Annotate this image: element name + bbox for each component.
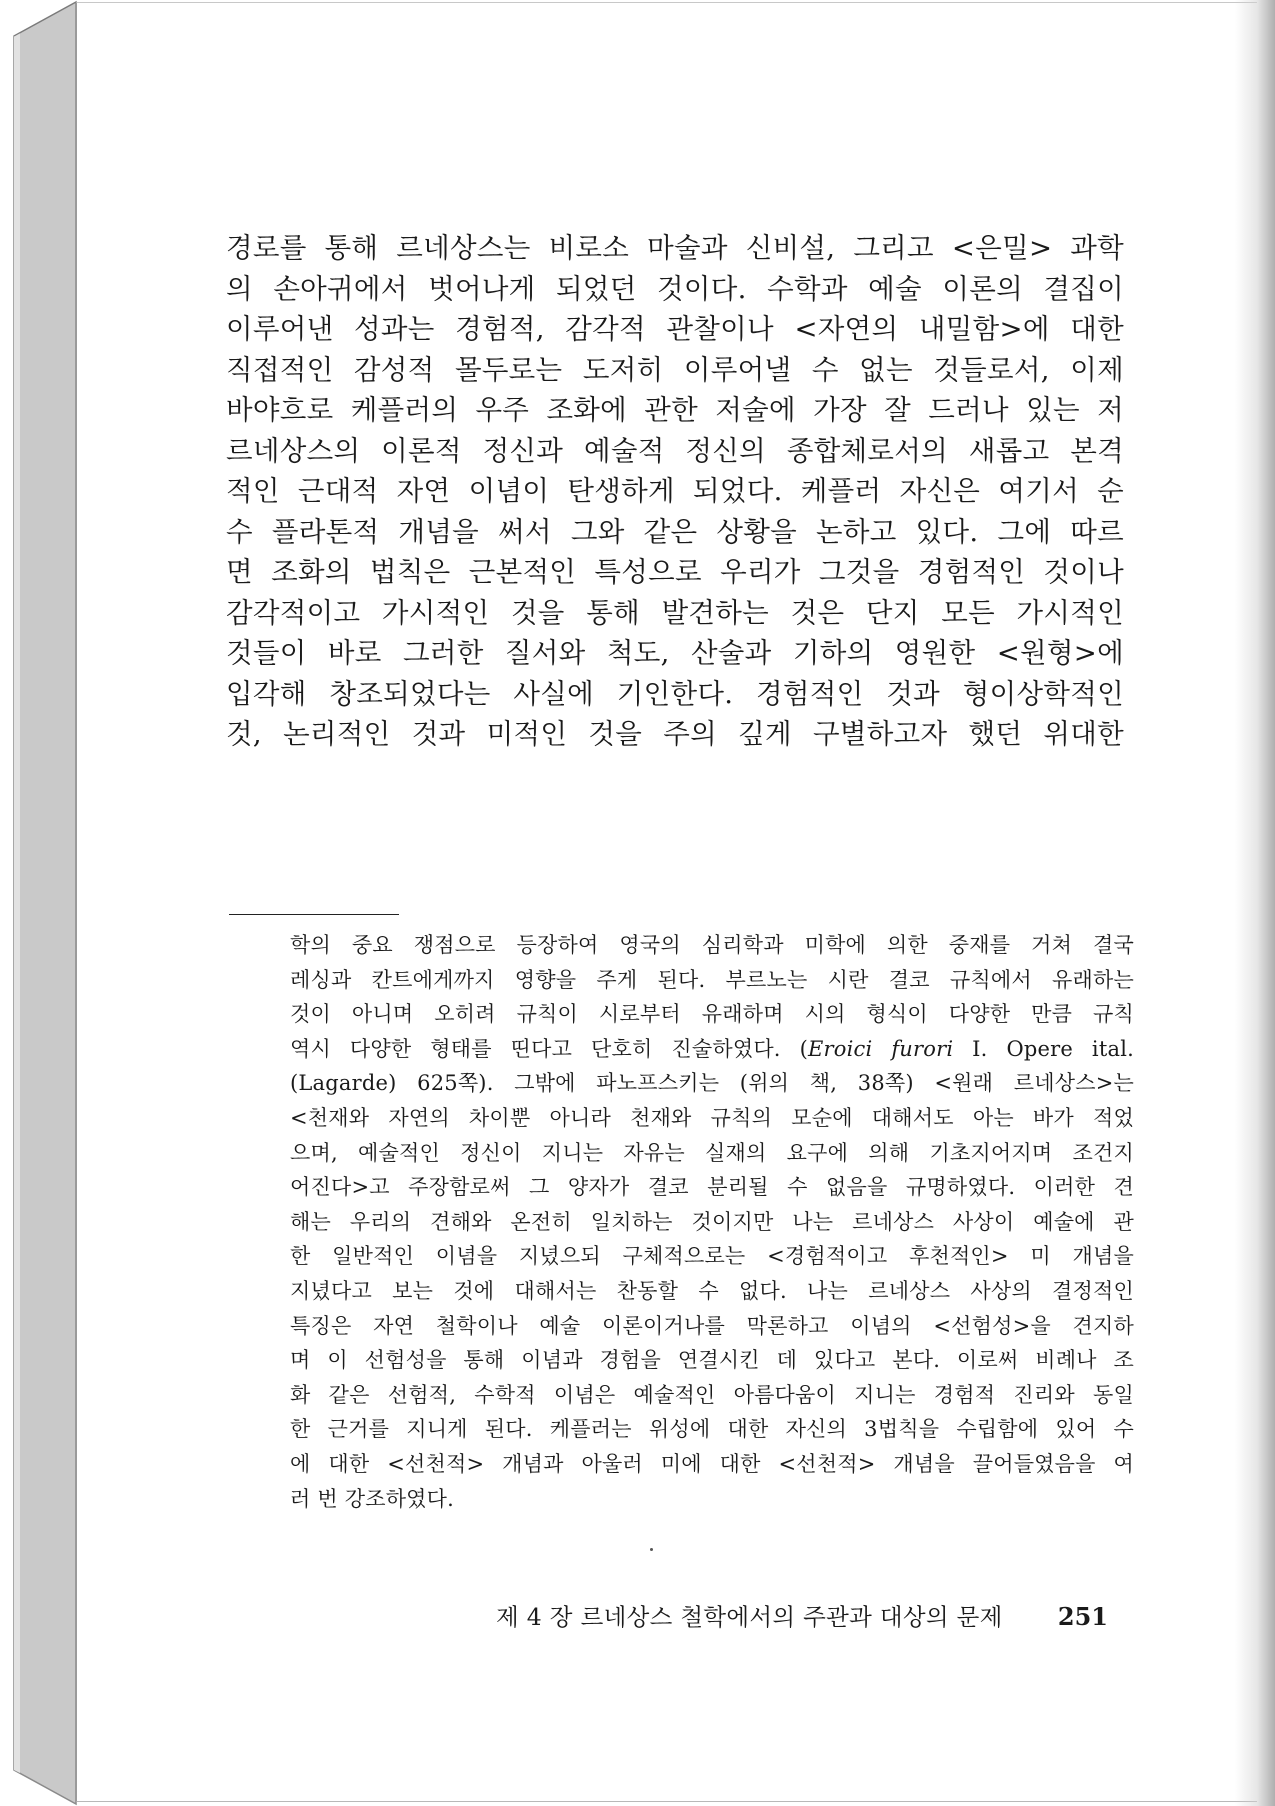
footnote-line: (Lagarde) 625쪽). 그밖에 파노프스키는 (위의 책, 38쪽) <원래 르네상스>는	[290, 1071, 1134, 1096]
footnote-line: 특징은 자연 철학이나 예술 이론이거나를 막론하고 이념의 <선험성>을 견지하	[290, 1313, 1134, 1338]
body-text	[226, 228, 1124, 755]
body-line: 적인 근대적 자연 이념이 탄생하게 되었다. 케플러 자신은 여기서 순	[226, 475, 1124, 507]
footnote-text-segment: I. Opere ital.	[953, 1036, 1134, 1061]
body-line: 것들이 바로 그러한 질서와 척도, 산술과 기하의 영원한 <원형>에	[226, 637, 1124, 669]
body-line: 이루어낸 성과는 경험적, 감각적 관찰이나 <자연의 내밀함>에 대한	[226, 313, 1124, 345]
footnote-line: 러 번 강조하였다.	[290, 1486, 455, 1511]
footnote-line: 화 같은 선험적, 수학적 이념은 예술적인 아름다움이 지니는 경험적 진리와 동일	[290, 1382, 1134, 1407]
footnote-text	[290, 928, 1134, 1516]
footnote-line: 한 근거를 지니게 된다. 케플러는 위성에 대한 자신의 3법칙을 수립함에 있어 수	[290, 1417, 1134, 1442]
footnote-line: 해는 우리의 견해와 온전히 일치하는 것이지만 나는 르네상스 사상이 예술에 관	[290, 1209, 1134, 1234]
footnote-line: 한 일반적인 이념을 지녔으되 구체적으로는 <경험적이고 후천적인> 미 개념을	[290, 1244, 1134, 1269]
scan-speck	[650, 1548, 653, 1551]
footnote-line: 학의 중요 쟁점으로 등장하여 영국의 심리학과 미학에 의한 중재를 거쳐 결국	[290, 933, 1134, 957]
footnote-line: 에 대한 <선천적> 개념과 아울러 미에 대한 <선천적> 개념을 끌어들였음을 여	[290, 1451, 1134, 1476]
footnote-line: 며 이 선험성을 통해 이념과 경험을 연결시킨 데 있다고 본다. 이로써 비례나 조	[290, 1348, 1134, 1373]
body-line: 경로를 통해 르네상스는 비로소 마술과 신비설, 그리고 <은밀> 과학	[226, 232, 1124, 264]
chapter-title: 제 4 장 르네상스 철학에서의 주관과 대상의 문제	[496, 1603, 1003, 1631]
footnote-line: 어진다>고 주장함로써 그 양자가 결코 분리될 수 없음을 규명하였다. 이러한 견	[290, 1175, 1134, 1200]
body-line: 바야흐로 케플러의 우주 조화에 관한 저술에 가장 잘 드러나 있는 저	[226, 394, 1124, 426]
body-line: 것, 논리적인 것과 미적인 것을 주의 깊게 구별하고자 했던 위대한	[226, 718, 1124, 750]
footnote-line: 레싱과 칸트에게까지 영향을 주게 된다. 부르노는 시란 결코 규칙에서 유래하는	[290, 967, 1134, 992]
body-line: 면 조화의 법칙은 근본적인 특성으로 우리가 그것을 경험적인 것이나	[226, 556, 1124, 588]
body-line: 수 플라톤적 개념을 써서 그와 같은 상황을 논하고 있다. 그에 따르	[226, 515, 1124, 548]
body-line: 감각적이고 가시적인 것을 통해 발견하는 것은 단지 모든 가시적인	[226, 596, 1124, 629]
book-side-edge	[0, 0, 80, 1806]
cited-work-title: Eroici furori	[808, 1036, 954, 1061]
footnote-line-with-citation	[290, 1032, 1134, 1067]
body-line: 르네상스의 이론적 정신과 예술적 정신의 종합체로서의 새롭고 본격	[226, 434, 1124, 467]
body-line: 입각해 창조되었다는 사실에 기인한다. 경험적인 것과 형이상학적인	[226, 677, 1124, 710]
footnote-text-segment: 역시 다양한 형태를 띤다고 단호히 진술하였다. (	[290, 1036, 808, 1061]
page-number: 251	[1057, 1602, 1108, 1631]
footnote-line: 지녔다고 보는 것에 대해서는 찬동할 수 없다. 나는 르네상스 사상의 결정적인	[290, 1278, 1134, 1303]
body-line: 의 손아귀에서 벗어나게 되었던 것이다. 수학과 예술 이론의 결집이	[226, 272, 1124, 305]
footnote-line: <천재와 자연의 차이뿐 아니라 천재와 규칙의 모순에 대해서도 아는 바가 적었	[290, 1105, 1134, 1130]
footnote-separator-rule	[229, 914, 399, 915]
running-footer	[496, 1598, 1108, 1632]
body-line: 직접적인 감성적 몰두로는 도저히 이루어낼 수 없는 것들로서, 이제	[226, 353, 1124, 386]
footnote-line: 으며, 예술적인 정신이 지니는 자유는 실재의 요구에 의해 기초지어지며 조건지	[290, 1140, 1134, 1165]
footnote-line: 것이 아니며 오히려 규칙이 시로부터 유래하며 시의 형식이 다양한 만큼 규칙	[290, 1002, 1134, 1027]
